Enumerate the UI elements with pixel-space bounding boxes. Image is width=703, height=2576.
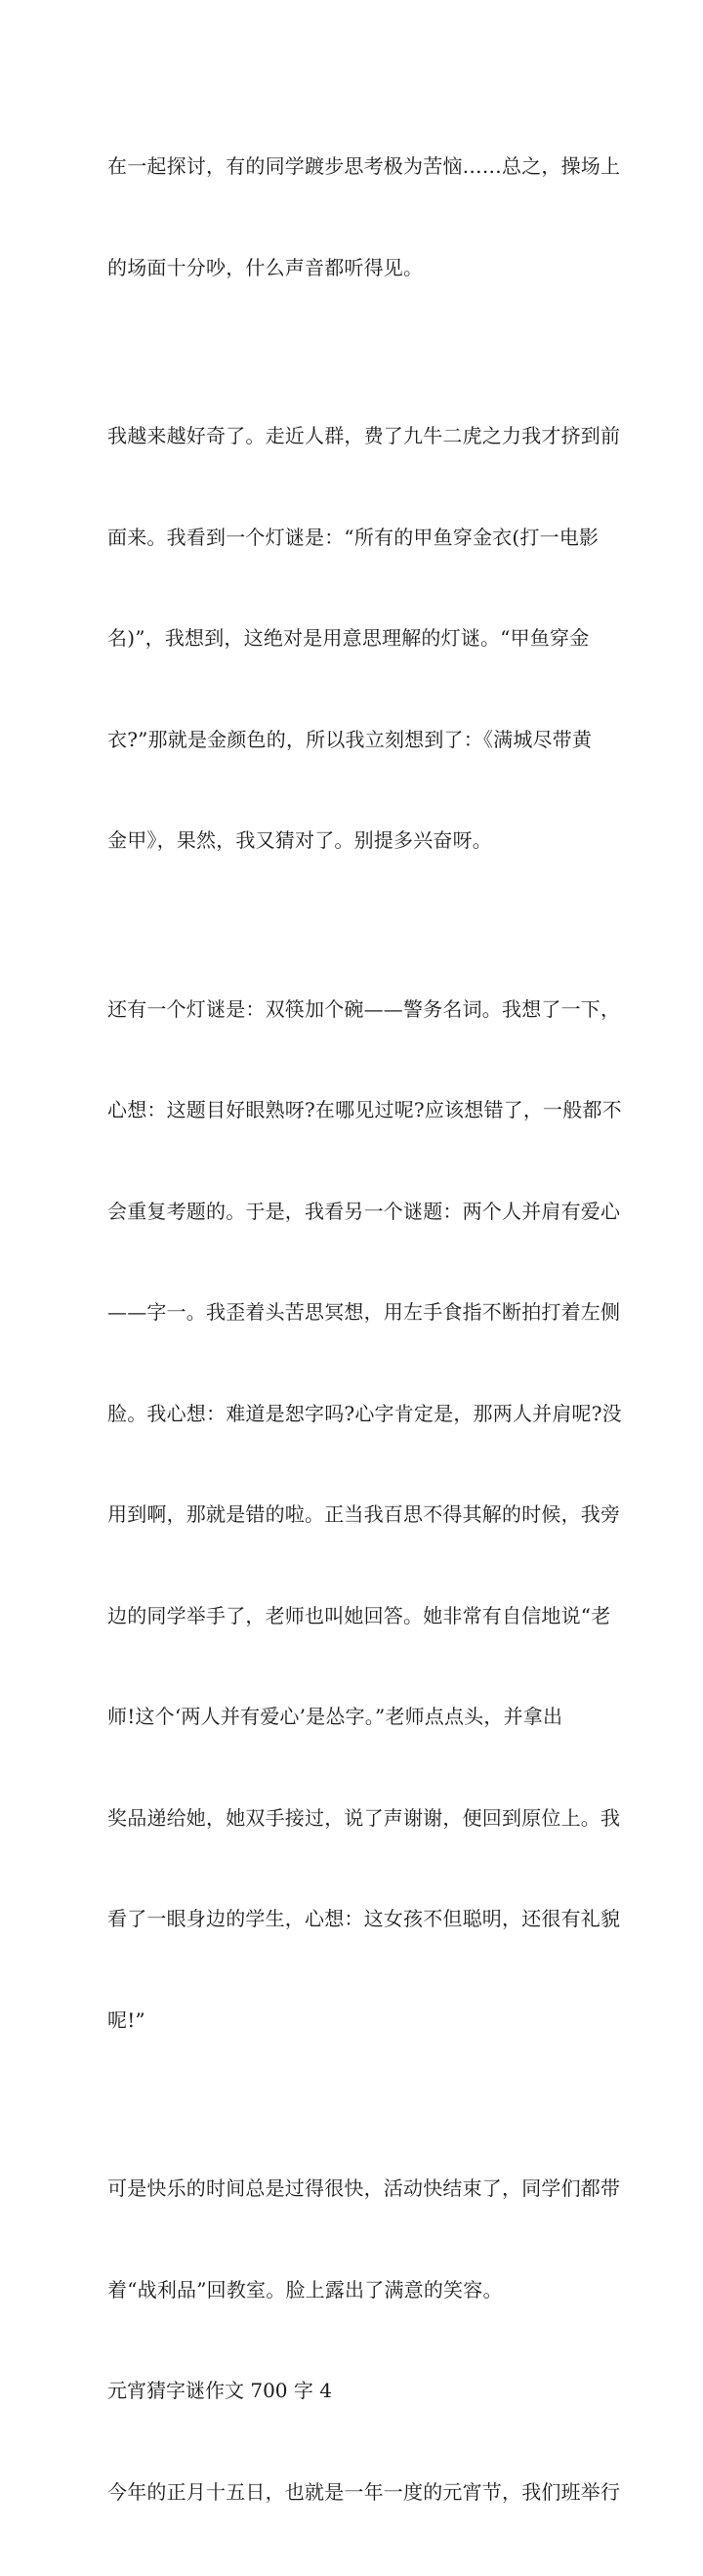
text-line: 呢!” (107, 2004, 600, 2038)
paragraph (107, 352, 600, 925)
text-line: 边的同学举手了，老师也叫她回答。她非常有自信地说“老 (107, 1599, 600, 1633)
text-line: 着“战利品”回教室。脸上露出了满意的笑容。 (107, 2273, 600, 2307)
paragraph (107, 2408, 600, 2576)
text-line: 在一起探讨，有的同学踱步思考极为苦恼……总之，操场上 (107, 149, 600, 184)
document-page (0, 0, 703, 994)
text-line: 脸。我心想：难道是恕字吗?心字肯定是，那两人并肩呢?没 (107, 1397, 600, 1431)
paragraph (107, 82, 600, 352)
text-line: 心想：这题目好眼熟呀?在哪见过呢?应该想错了，一般都不 (107, 1093, 600, 1127)
section-heading: 元宵猜字谜作文 700 字 4 (107, 2374, 600, 2408)
paragraph (107, 925, 600, 2105)
text-line: 我越来越好奇了。走近人群，费了九牛二虎之力我才挤到前 (107, 419, 600, 453)
text-line: 今年的正月十五日，也就是一年一度的元宵节，我们班举行 (107, 2475, 600, 2510)
text-line: 用到啊，那就是错的啦。正当我百思不得其解的时候，我旁 (107, 1498, 600, 1532)
text-line: 会重复考题的。于是，我看另一个谜题：两个人并肩有爱心 (107, 1195, 600, 1229)
text-line: 衣?”那就是金颜色的，所以我立刻想到了：《满城尽带黄 (107, 723, 600, 757)
text-line: 的场面十分吵，什么声音都听得见。 (107, 251, 600, 285)
text-line: 名)”，我想到，这绝对是用意思理解的灯谜。“甲鱼穿金 (107, 621, 600, 655)
text-line: 师!这个‘两人并有爱心’是怂字。”老师点点头，并拿出 (107, 1700, 600, 1734)
text-line: 奖品递给她，她双手接过，说了声谢谢，便回到原位上。我 (107, 1801, 600, 1836)
text-line: 可是快乐的时间总是过得很快，活动快结束了，同学们都带 (107, 2172, 600, 2206)
text-line: 还有一个灯谜是：双筷加个碗——警务名词。我想了一下， (107, 992, 600, 1027)
document-body (107, 82, 600, 2576)
text-line: 看了一眼身边的学生，心想：这女孩不但聪明，还很有礼貌 (107, 1902, 600, 1936)
text-line: 金甲》，果然，我又猜对了。别提多兴奋呀。 (107, 823, 600, 858)
text-line: ——字一。我歪着头苦思冥想，用左手食指不断拍打着左侧 (107, 1295, 600, 1330)
text-line: 面来。我看到一个灯谜是：“所有的甲鱼穿金衣(打一电影 (107, 521, 600, 555)
paragraph (107, 2104, 600, 2374)
